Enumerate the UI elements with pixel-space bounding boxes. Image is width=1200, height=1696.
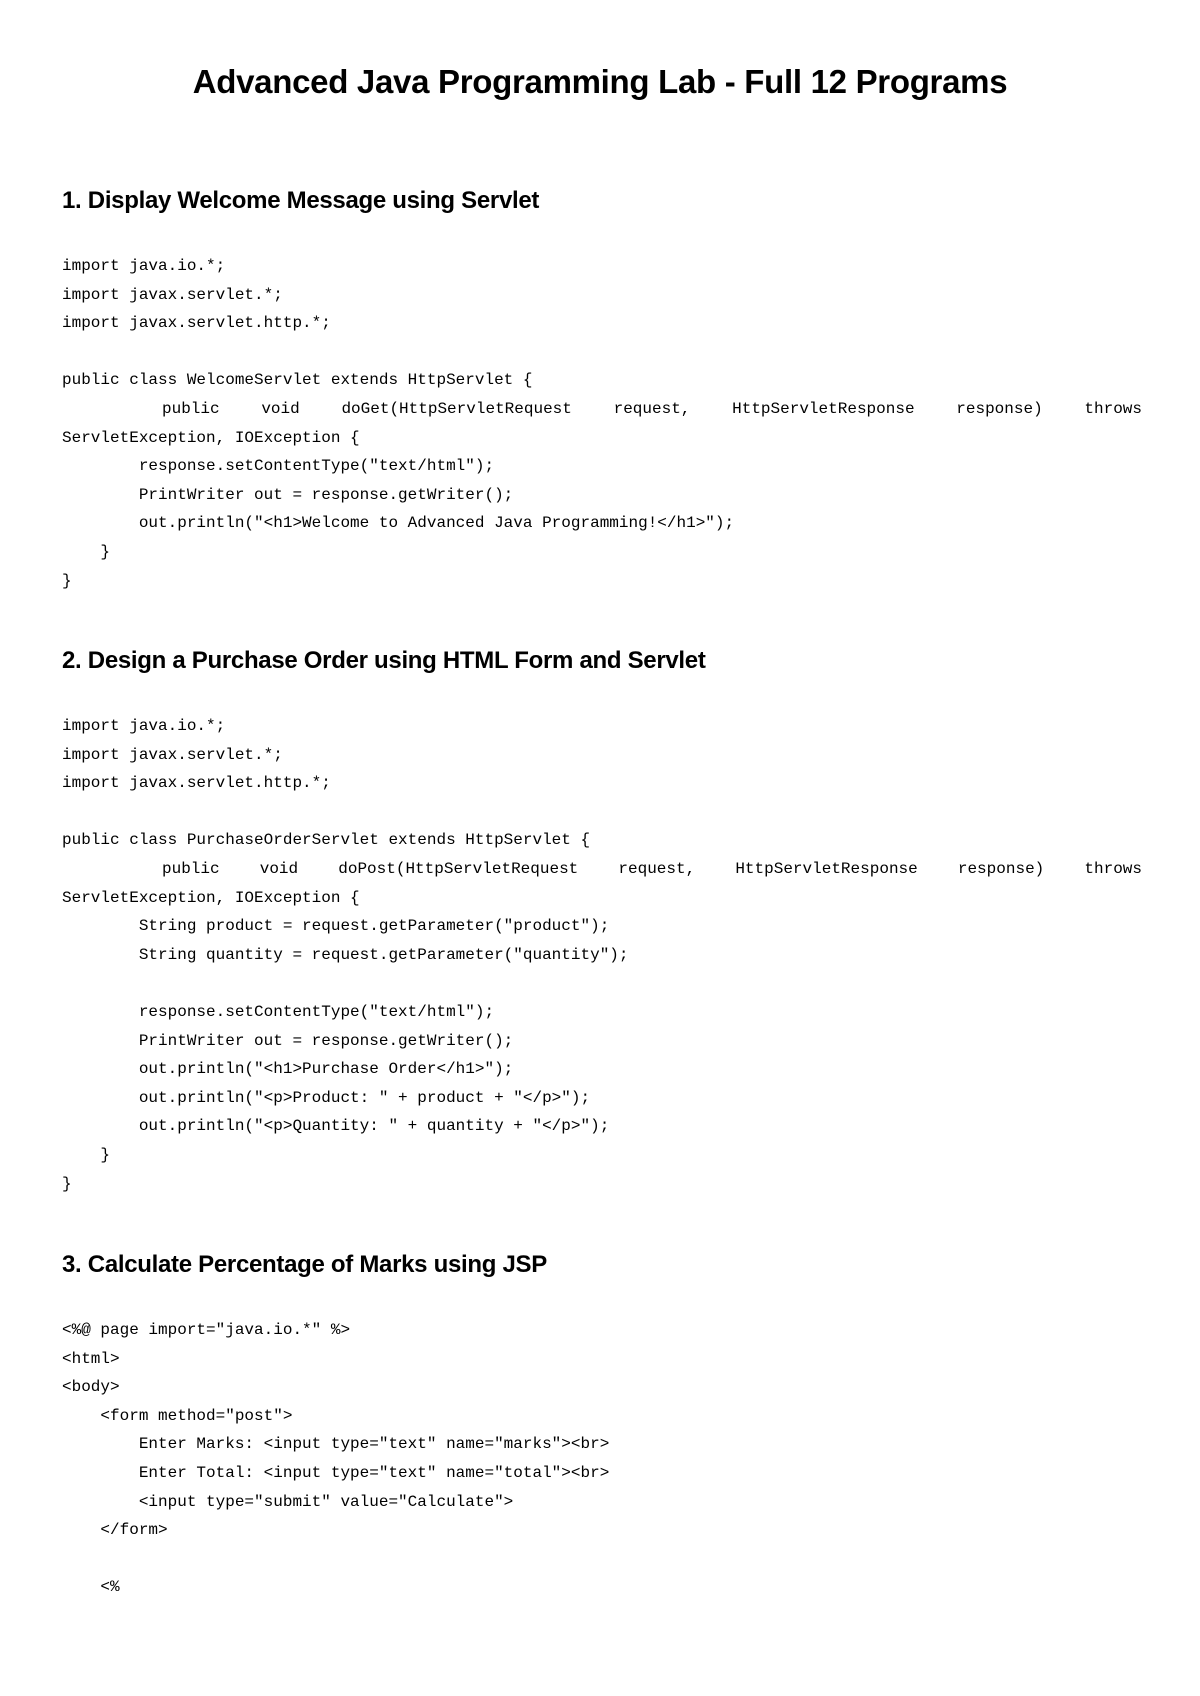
code-line bbox=[62, 1545, 1142, 1574]
section-heading-percentage-jsp: 3. Calculate Percentage of Marks using JSP bbox=[62, 1251, 547, 1278]
code-line: public void doGet(HttpServletRequest request, HttpServletResponse response) throws bbox=[162, 399, 1142, 418]
code-line: public class WelcomeServlet extends HttpServlet { bbox=[62, 371, 533, 390]
code-line: out.println("<h1>Welcome to Advanced Java Programming!</h1>"); bbox=[62, 514, 735, 533]
code-line: import javax.servlet.*; bbox=[62, 285, 283, 304]
code-block-purchase-order bbox=[62, 712, 1142, 1198]
code-line bbox=[62, 798, 1142, 827]
code-line: <form method="post"> bbox=[62, 1406, 293, 1425]
code-line: import javax.servlet.http.*; bbox=[62, 774, 331, 793]
code-line: </form> bbox=[62, 1521, 168, 1540]
code-line: } bbox=[62, 542, 111, 561]
code-line: import javax.servlet.http.*; bbox=[62, 314, 331, 333]
code-line: } bbox=[62, 571, 72, 590]
code-block-percentage-jsp bbox=[62, 1316, 1142, 1602]
code-line: PrintWriter out = response.getWriter(); bbox=[62, 485, 514, 504]
code-line: import javax.servlet.*; bbox=[62, 745, 283, 764]
section-heading-welcome-servlet: 1. Display Welcome Message using Servlet bbox=[62, 187, 540, 214]
page-title: Advanced Java Programming Lab - Full 12 Programs bbox=[192, 63, 1008, 100]
code-line: <%@ page import="java.io.*" %> bbox=[62, 1321, 351, 1339]
code-line: String quantity = request.getParameter("quantity"); bbox=[62, 945, 629, 964]
code-line: <html> bbox=[62, 1349, 120, 1368]
code-line: out.println("<p>Quantity: " + quantity + "</p>"); bbox=[62, 1117, 610, 1136]
code-line: <% bbox=[62, 1578, 120, 1597]
code-line: Enter Total: <input type="text" name="total"><br> bbox=[62, 1463, 610, 1482]
code-line: } bbox=[62, 1174, 72, 1193]
code-block-welcome-servlet bbox=[62, 252, 1142, 595]
code-line: public void doPost(HttpServletRequest request, HttpServletResponse response) throws bbox=[162, 859, 1142, 878]
code-line: ServletException, IOException { bbox=[62, 428, 360, 447]
code-line: <body> bbox=[62, 1378, 120, 1397]
code-line: response.setContentType("text/html"); bbox=[62, 457, 495, 476]
code-line: <input type="submit" value="Calculate"> bbox=[62, 1492, 514, 1511]
code-line: PrintWriter out = response.getWriter(); bbox=[62, 1031, 514, 1050]
code-line bbox=[62, 338, 1142, 367]
code-line bbox=[62, 969, 1142, 998]
code-line: out.println("<p>Product: " + product + "</p>"); bbox=[62, 1088, 591, 1107]
code-line: response.setContentType("text/html"); bbox=[62, 1002, 495, 1021]
code-line: import java.io.*; bbox=[62, 257, 226, 275]
code-line: String product = request.getParameter("product"); bbox=[62, 917, 610, 936]
code-line: public class PurchaseOrderServlet extends HttpServlet { bbox=[62, 831, 591, 850]
code-line: import java.io.*; bbox=[62, 717, 226, 735]
section-heading-purchase-order: 2. Design a Purchase Order using HTML Form and Servlet bbox=[62, 647, 706, 674]
code-line: } bbox=[62, 1145, 111, 1164]
code-line: ServletException, IOException { bbox=[62, 888, 360, 907]
code-line: out.println("<h1>Purchase Order</h1>"); bbox=[62, 1060, 514, 1079]
code-line: Enter Marks: <input type="text" name="marks"><br> bbox=[62, 1435, 610, 1454]
